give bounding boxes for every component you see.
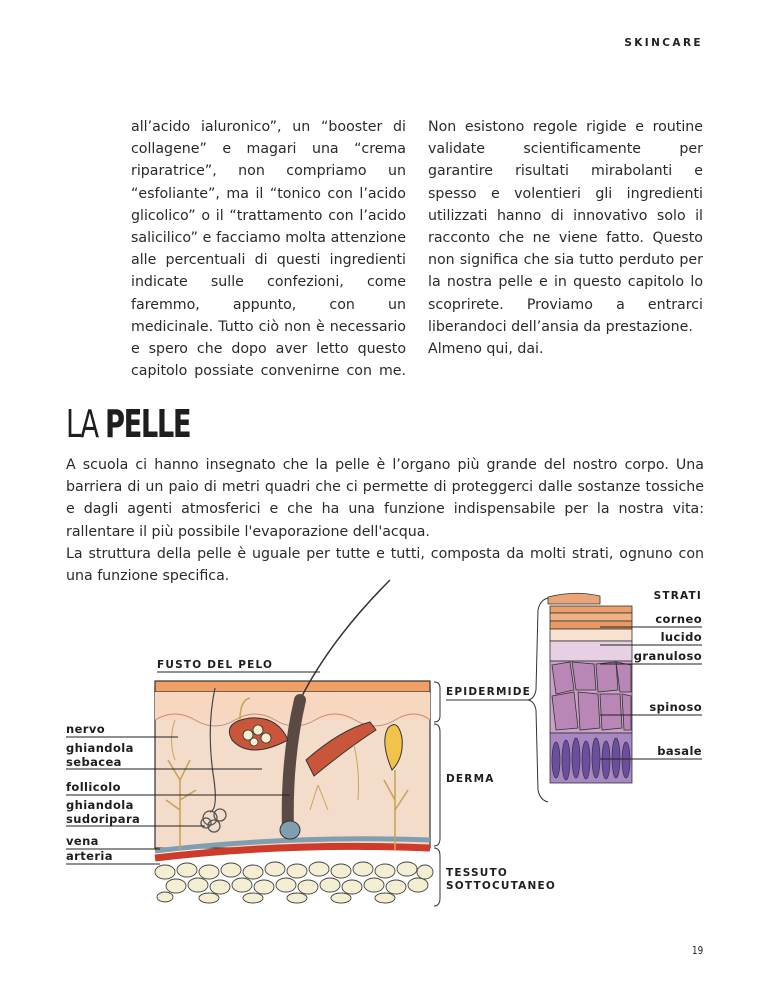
paragraph-right-2: Almeno qui, dai. <box>428 341 544 358</box>
page-number: 19 <box>692 944 704 957</box>
label-ghiandola-sebacea-1: ghiandola <box>66 741 134 755</box>
middle-labels <box>434 598 548 906</box>
paragraph-left: all’acido ialuronico”, un “booster di collagene” e magari una “crema riparatrice”, non compriamo un “esfoliante”, ma il “tonico con l’acido glicolico” o il “trattamento con l’acido salicilico” e facciamo molta attenzione alle percentuali di questi ingredienti indicate sulle confezioni, come faremmo, appunto, con un medicinale. Tutto ciò non è necessario e spero che dopo aver letto questo capitolo possiate convenirne con me. <box>131 119 406 380</box>
section-body <box>66 454 704 587</box>
paragraph-right-1: Non esistono regole rigide e routine validate scientificamente per garantire risultati mirabolanti e spesso e volentieri gli ingredienti utilizzati hanno di innovativo solo il racconto che ne viene fatto. Questo non significa che sia tutto perduto per la nostra pelle e in questo capitolo lo scoprirete. Proviamo a entrarci liberandoci dell’ansia da prestazione. <box>428 119 703 335</box>
text-column-right <box>428 116 703 360</box>
section-paragraph-2: La struttura della pelle è uguale per tutte e tutti, composta da molti strati, ognuno con una funzione specifica. <box>66 545 704 585</box>
label-vena: vena <box>66 834 99 848</box>
section-title <box>66 402 190 446</box>
label-basale: basale <box>657 744 702 758</box>
label-follicolo: follicolo <box>66 780 121 794</box>
label-nervo: nervo <box>66 722 106 736</box>
label-epidermide: EPIDERMIDE <box>446 686 531 698</box>
label-derma: DERMA <box>446 773 495 785</box>
label-strati: STRATI <box>653 590 702 602</box>
label-ghiandola-sebacea-2: sebacea <box>66 755 122 769</box>
section-paragraph-1: A scuola ci hanno insegnato che la pelle è l’organo più grande del nostro corpo. Una barriera di un paio di metri quadri che ci permette di proteggerci dalle sostanze tossiche e dagli agenti atmosferici e che ha una funzione indispensabile per la nostra vita: rallentare il più possibile l'evaporazione dell'acqua. <box>66 457 704 540</box>
label-tessuto-1: TESSUTO <box>446 867 509 879</box>
section-title-bold: PELLE <box>104 402 191 446</box>
label-fusto: FUSTO DEL PELO <box>157 659 274 671</box>
label-corneo: corneo <box>655 612 702 626</box>
label-ghiandola-sudoripara-1: ghiandola <box>66 798 134 812</box>
skin-cross-section <box>155 580 433 903</box>
label-ghiandola-sudoripara-2: sudoripara <box>66 812 141 826</box>
section-title-light: LA <box>66 402 98 446</box>
label-spinoso: spinoso <box>649 700 702 714</box>
running-head: SKINCARE <box>624 37 703 49</box>
fat-cells <box>155 862 433 903</box>
text-column-left <box>131 116 406 382</box>
strata-detail <box>548 593 632 783</box>
label-arteria: arteria <box>66 849 113 863</box>
label-granuloso: granuloso <box>633 649 702 663</box>
skin-diagram <box>0 570 768 910</box>
label-lucido: lucido <box>660 630 702 644</box>
label-tessuto-2: SOTTOCUTANEO <box>446 880 556 892</box>
